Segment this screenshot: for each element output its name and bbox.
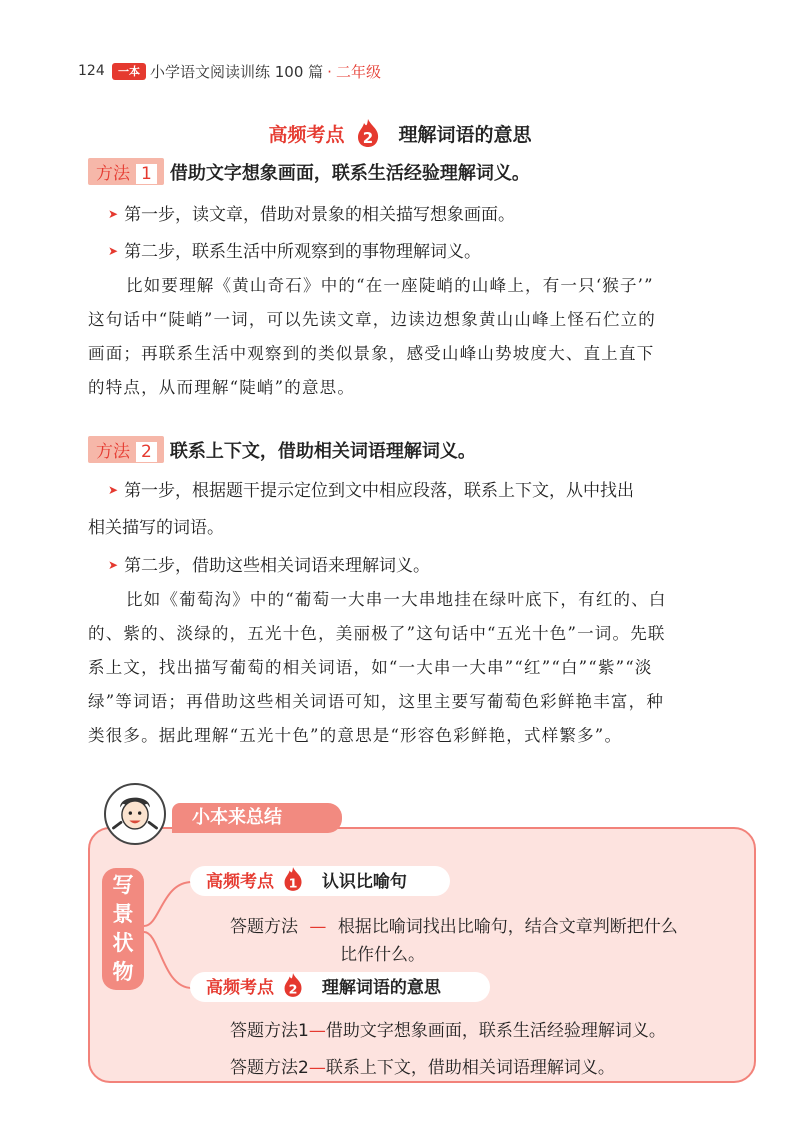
method-dash: — — [308, 1058, 326, 1078]
bullet-arrow-icon: ➤ — [108, 558, 119, 572]
side-label-char: 状 — [112, 931, 134, 955]
method-2-step-2-text: 第二步，借助这些相关词语来理解词义。 — [124, 556, 431, 576]
book-title — [150, 61, 381, 82]
side-label-char: 物 — [112, 960, 134, 984]
flame-number-icon — [282, 972, 304, 998]
summary-point-1 — [190, 866, 450, 896]
bullet-arrow-icon: ➤ — [108, 244, 119, 258]
section-title: 理解词语的意思 — [398, 124, 532, 146]
method-1-step-2-text: 第二步，联系生活中所观察到的事物理解词义。 — [124, 242, 482, 262]
summary-point-2-title: 理解词语的意思 — [321, 978, 441, 998]
method-label: 答题方法 — [230, 917, 298, 937]
summary-tab: 小本来总结 — [172, 803, 342, 833]
method-1-tag-label: 方法 — [96, 164, 130, 184]
example-line: 的特点，从而理解“陡峭”的意思。 — [88, 378, 356, 397]
section-heading — [0, 118, 800, 148]
example-line: 系上文，找出描写葡萄的相关词语，如“一大串一大串”“红”“白”“紫”“淡 — [88, 658, 653, 677]
summary-point-2-method-1 — [230, 1016, 666, 1041]
method-1-example — [88, 269, 752, 405]
method-1-number: 1 — [136, 164, 157, 184]
page-number: 124 — [78, 63, 105, 79]
method-text: 根据比喻词找出比喻句，结合文章判断把什么 — [337, 917, 678, 937]
example-line: 比如《葡萄沟》中的“葡萄一大串一大串地挂在绿叶底下，有红的、白 — [126, 590, 667, 609]
summary-point-2-label: 高频考点 — [206, 978, 274, 998]
book-title-text: 小学语文阅读训练 100 篇 — [150, 63, 324, 81]
flame-number-icon — [282, 866, 304, 892]
section-number: 2 — [362, 129, 373, 147]
method-text: 联系上下文，借助相关词语理解词义。 — [325, 1058, 615, 1078]
brand-badge: 一本 — [112, 63, 146, 80]
method-text: 借助文字想象画面，联系生活经验理解词义。 — [325, 1021, 666, 1041]
method-2-number: 2 — [136, 442, 157, 462]
summary-point-1-title: 认识比喻句 — [321, 872, 407, 892]
summary-point-2-number: 2 — [288, 981, 298, 997]
method-1-step-2 — [108, 237, 481, 262]
method-1-title: 借助文字想象画面，联系生活经验理解词义。 — [169, 163, 530, 184]
method-2-example — [88, 583, 752, 753]
method-2-step-1-cont: 相关描写的词语。 — [88, 518, 224, 538]
flame-number-icon — [355, 118, 381, 148]
summary-point-1-number: 1 — [288, 875, 298, 891]
section-label: 高频考点 — [268, 124, 345, 146]
example-line: 这句话中“陡峭”一词，可以先读文章，边读边想象黄山山峰上怪石伫立的 — [88, 310, 656, 329]
side-label-char: 写 — [112, 873, 134, 897]
method-1-heading — [88, 158, 530, 185]
method-label: 答题方法2 — [230, 1058, 309, 1078]
summary-point-2-method-2 — [230, 1053, 615, 1078]
method-1-step-1 — [108, 200, 515, 225]
method-dash: — — [309, 917, 327, 937]
example-line: 比如要理解《黄山奇石》中的“在一座陡峭的山峰上，有一只‘猴子’” — [126, 276, 654, 295]
bullet-arrow-icon: ➤ — [108, 207, 119, 221]
grade-label: 二年级 — [335, 63, 381, 81]
example-line: 类很多。据此理解“五光十色”的意思是“形容色彩鲜艳，式样繁多”。 — [88, 726, 623, 745]
method-1-tag — [88, 158, 164, 185]
boy-avatar-icon — [104, 783, 166, 845]
method-2-step-1-text: 第一步，根据题干提示定位到文中相应段落，联系上下文，从中找出 — [124, 481, 635, 501]
method-label: 答题方法1 — [230, 1021, 309, 1041]
method-2-step-2 — [108, 551, 430, 576]
method-dash: — — [308, 1021, 326, 1041]
bullet-arrow-icon: ➤ — [108, 483, 119, 497]
method-2-tag — [88, 436, 164, 463]
method-2-title: 联系上下文，借助相关词语理解词义。 — [169, 441, 476, 462]
method-2-heading — [88, 436, 476, 463]
example-line: 的、紫的、淡绿的，五光十色，美丽极了”这句话中“五光十色”一词。先联 — [88, 624, 666, 643]
summary-side-label — [102, 868, 144, 990]
title-separator: · — [327, 63, 332, 81]
summary-point-1-label: 高频考点 — [206, 872, 274, 892]
summary-point-1-method-cont: 比作什么。 — [340, 945, 425, 965]
summary-point-2 — [190, 972, 490, 1002]
example-line: 绿”等词语；再借助这些相关词语可知，这里主要写葡萄色彩鲜艳丰富，种 — [88, 692, 665, 711]
method-2-tag-label: 方法 — [96, 442, 130, 462]
method-1-step-1-text: 第一步，读文章，借助对景象的相关描写想象画面。 — [124, 205, 516, 225]
method-2-step-1 — [108, 476, 634, 501]
side-label-char: 景 — [112, 902, 134, 926]
summary-point-1-method — [230, 912, 678, 937]
example-line: 画面；再联系生活中观察到的类似景象，感受山峰山势坡度大、直上直下 — [88, 344, 655, 363]
